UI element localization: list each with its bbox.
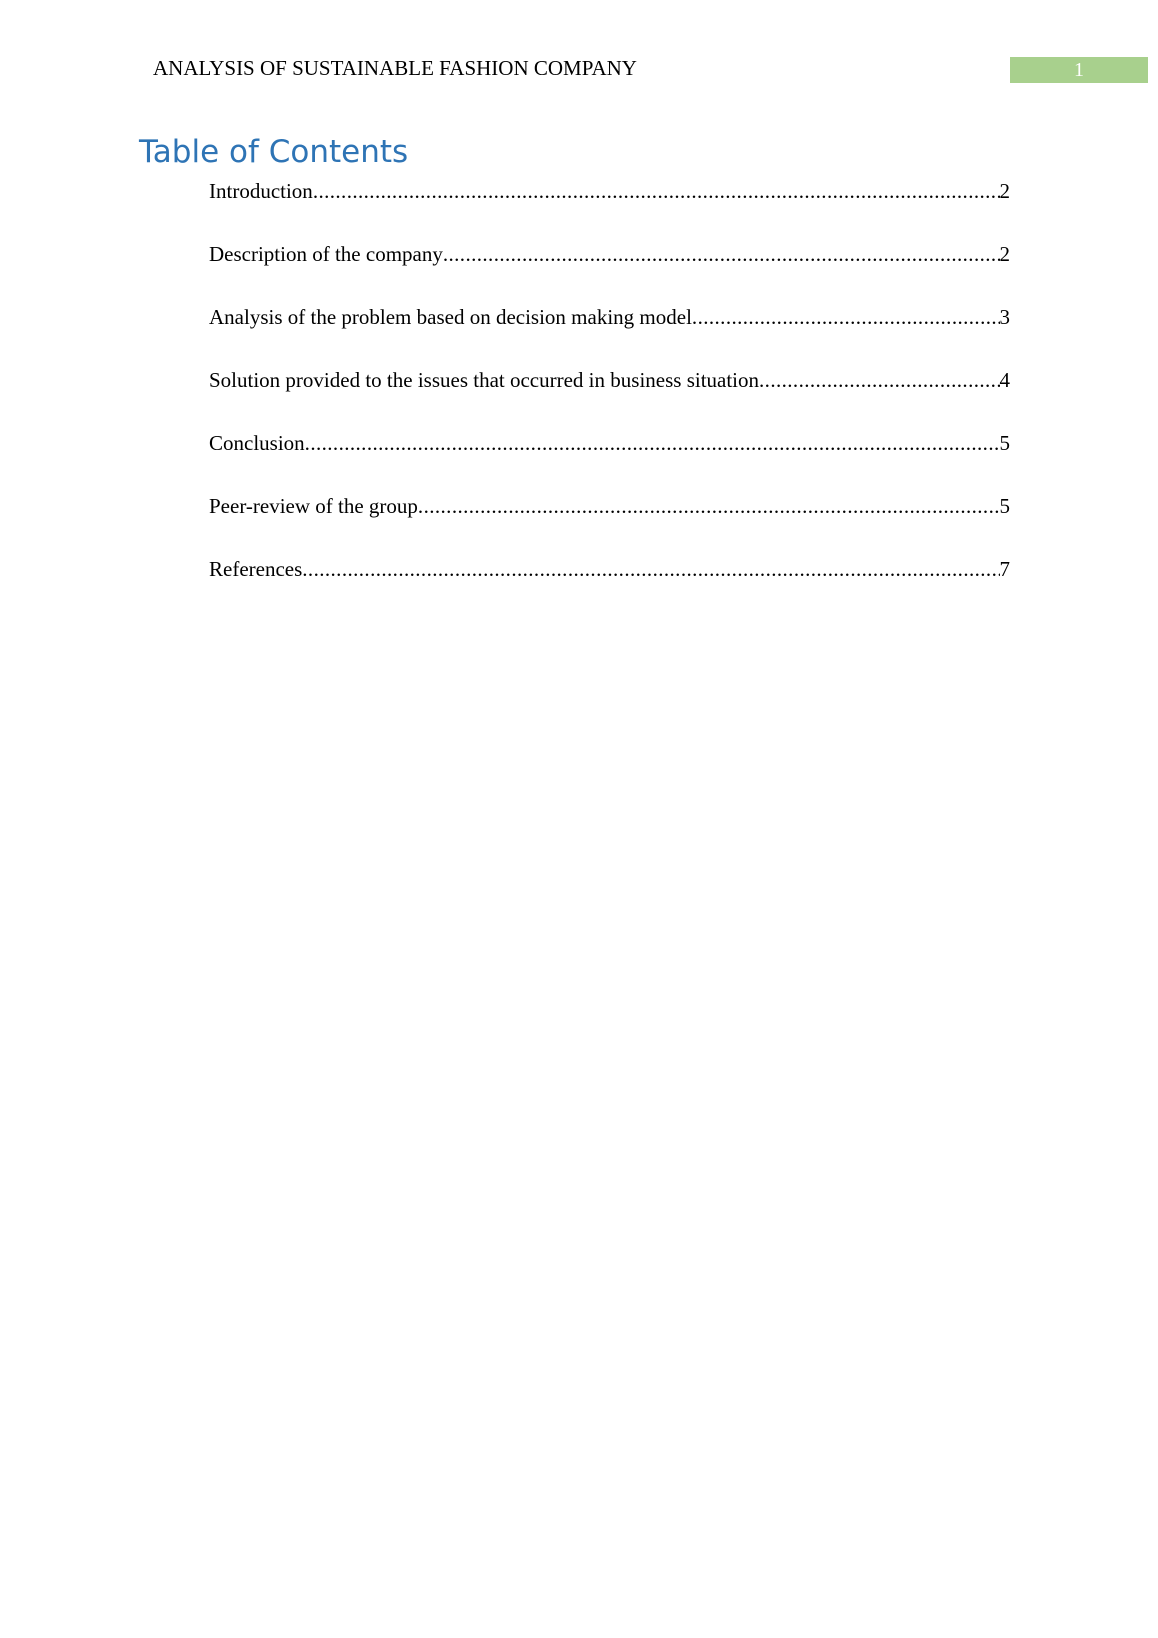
toc-entry-description[interactable] <box>209 239 1010 302</box>
toc-dot-leader <box>305 428 1000 458</box>
toc-dot-leader <box>418 491 1000 521</box>
toc-entry-analysis[interactable] <box>209 302 1010 365</box>
toc-entry-introduction[interactable] <box>209 176 1010 239</box>
toc-entry-page: 7 <box>999 557 1010 581</box>
toc-entry-conclusion[interactable] <box>209 428 1010 491</box>
page-number-badge: 1 <box>1010 57 1148 83</box>
running-header: ANALYSIS OF SUSTAINABLE FASHION COMPANY <box>153 56 637 80</box>
toc-entry-title: Conclusion <box>209 431 305 455</box>
toc-entry-title: References <box>209 557 303 581</box>
toc-entry-title: Solution provided to the issues that occurred in business situation <box>209 368 760 392</box>
toc-entry-page: 3 <box>999 305 1010 329</box>
toc-entry-page: 5 <box>999 431 1010 455</box>
toc-dot-leader <box>302 554 999 584</box>
toc-entry-page: 5 <box>999 494 1010 518</box>
toc-list <box>209 176 1010 617</box>
toc-entry-peer-review[interactable] <box>209 491 1010 554</box>
toc-entry-title: Peer-review of the group <box>209 494 418 518</box>
toc-entry-title: Introduction <box>209 179 313 203</box>
toc-entry-page: 2 <box>999 242 1010 266</box>
toc-entry-title: Description of the company <box>209 242 443 266</box>
toc-dot-leader <box>443 239 1000 269</box>
toc-entry-title: Analysis of the problem based on decision making model <box>209 305 692 329</box>
toc-dot-leader <box>313 176 1000 206</box>
toc-heading: Table of Contents <box>139 134 409 170</box>
toc-entry-solution[interactable] <box>209 365 1010 428</box>
toc-dot-leader <box>759 365 999 395</box>
toc-entry-page: 2 <box>999 179 1010 203</box>
toc-dot-leader <box>692 302 1000 332</box>
toc-entry-references[interactable] <box>209 554 1010 617</box>
toc-entry-page: 4 <box>999 368 1010 392</box>
